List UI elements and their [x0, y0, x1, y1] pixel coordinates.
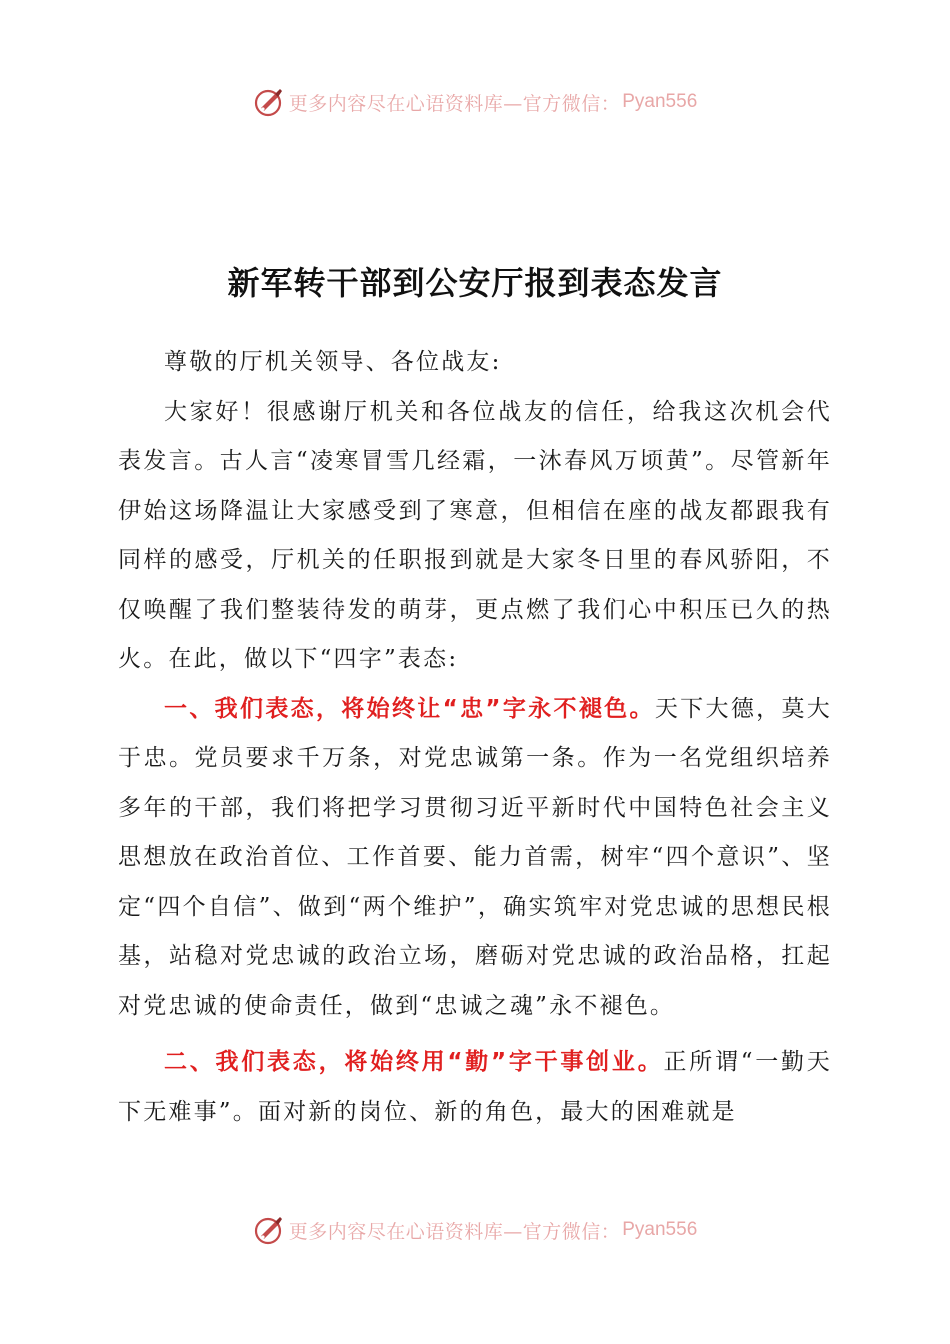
watermark-text: 更多内容尽在心语资料库—官方微信：: [288, 92, 621, 115]
watermark-bottom: [0, 1210, 950, 1250]
watermark-wechat-id: Pyan556: [622, 91, 698, 112]
pen-circle-logo-icon: [253, 1214, 285, 1246]
section-heading: 二、我们表态，将始终用“勤”字干事创业。: [164, 1049, 664, 1075]
watermark-text: 更多内容尽在心语资料库—官方微信：: [288, 1220, 621, 1243]
section-paragraph: [118, 1038, 832, 1137]
section-body: 天下大德，莫大于忠。党员要求千万条，对党忠诚第一条。作为一名党组织培养多年的干部，我们将把学习贯彻习近平新时代中国特色社会主义思想放在政治首位、工作首要、能力首需，树牢“四个意识”、坚定“四个自信”、做到“两个维护”，确实筑牢对党忠诚的思想民根基，站稳对党忠诚的政治立场，磨砺对党忠诚的政治品格，扛起对党忠诚的使命责任，做到“忠诚之魂”永不褪色。: [118, 695, 833, 1019]
intro-paragraph: 大家好！很感谢厅机关和各位战友的信任，给我这次机会代表发言。古人言“凌寒冒雪几经霜，一沐春风万顷黄”。尽管新年伊始这场降温让大家感受到了寒意，但相信在座的战友都跟我有同样的感受，厅机关的任职报到就是大家冬日里的春风骄阳，不仅唤醒了我们整装待发的萌芽，更点燃了我们心中积压已久的热火。在此，做以下“四字”表态:: [118, 398, 832, 672]
salutation: 尊敬的厅机关领导、各位战友:: [164, 349, 502, 375]
pen-circle-logo-icon: [253, 86, 285, 118]
section-heading: 一、我们表态，将始终让“忠”字永不褪色。: [164, 695, 655, 722]
watermark-top: [0, 82, 950, 122]
section-paragraph: [118, 685, 832, 1032]
watermark-wechat-id: Pyan556: [622, 1219, 698, 1240]
section-body: 正所谓“一勤天下无难事”。面对新的岗位、新的角色，最大的困难就是: [118, 1049, 832, 1125]
document-title: 新军转干部到公安厅报到表态发言: [227, 264, 723, 302]
document-body: [118, 338, 832, 1137]
